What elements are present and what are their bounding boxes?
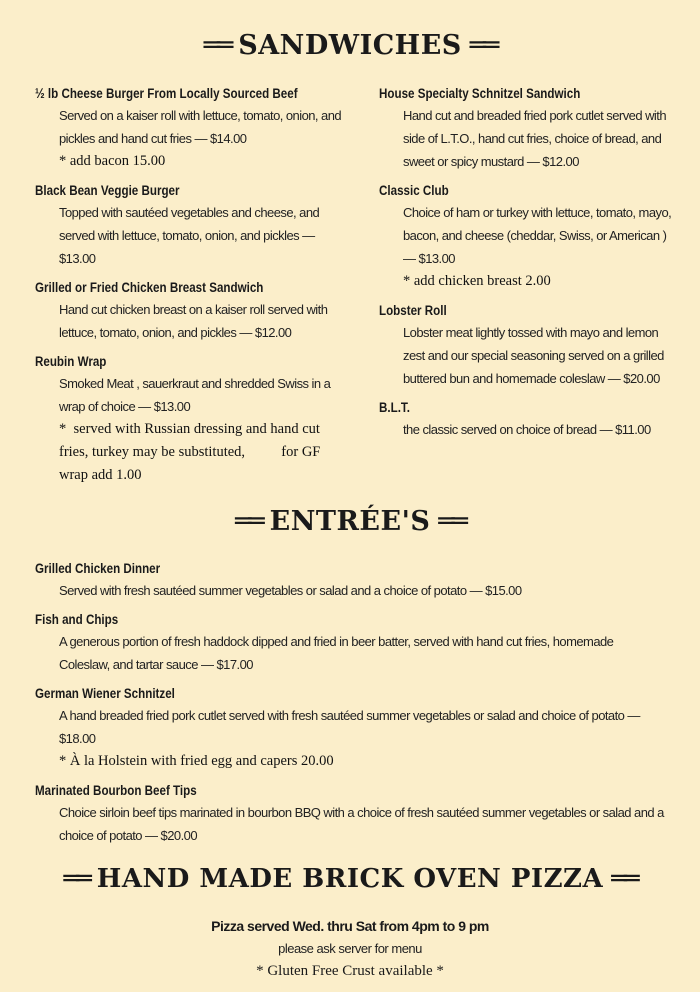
menu-item-name: Fish and Chips [35, 612, 119, 627]
menu-item-name: Grilled Chicken Dinner [35, 561, 161, 576]
sandwiches-heading [0, 30, 700, 61]
heading-rule-left: ══ [63, 864, 89, 894]
menu-item-note: * served with Russian dressing and hand cut fries, turkey may be substituted, for GF wrap add 1.00 [59, 421, 324, 483]
menu-item-description: Lobster meat lightly tossed with mayo and lemon zest and our special seasoning served on a grilled buttered bun and homemade coleslaw — $20.00 [403, 325, 664, 386]
menu-item [35, 352, 345, 487]
entrees-title: ENTRÉE'S [269, 506, 431, 537]
menu-item-description: Served with fresh sautéed summer vegetables or salad and a choice of potato — $15.00 [59, 583, 522, 598]
menu-item-name: ½ lb Cheese Burger From Locally Sourced Beef [35, 86, 298, 101]
menu-item-name: Classic Club [379, 183, 449, 198]
sandwiches-right-column [379, 84, 679, 449]
menu-item [35, 684, 665, 773]
heading-rule-right: ══ [438, 506, 465, 537]
heading-rule-left: ══ [235, 506, 262, 537]
menu-item-description: Served on a kaiser roll with lettuce, tomato, onion, and pickles and hand cut fries — $14.00 [59, 108, 342, 146]
menu-item-note: * add bacon 15.00 [59, 153, 166, 169]
menu-item [35, 84, 345, 173]
menu-item-name: B.L.T. [379, 400, 410, 415]
heading-rule-right: ══ [469, 30, 497, 61]
menu-item-note: * À la Holstein with fried egg and capers 20.00 [59, 753, 334, 769]
menu-item-name: Black Bean Veggie Burger [35, 183, 180, 198]
menu-item-description: Choice sirloin beef tips marinated in bourbon BBQ with a choice of fresh sautéed summer vegetables or salad and a choice of potato — $20.00 [59, 805, 664, 843]
menu-item-name: House Specialty Schnitzel Sandwich [379, 86, 581, 101]
entrees-list [35, 559, 665, 855]
menu-item-description: Hand cut and breaded fried pork cutlet served with side of L.T.O., hand cut fries, choice of bread, and sweet or spicy mustard — $12.00 [403, 108, 667, 169]
heading-rule-right: ══ [611, 864, 637, 894]
menu-item [379, 398, 679, 441]
pizza-heading [0, 864, 700, 894]
menu-item-description: Smoked Meat , sauerkraut and shredded Swiss in a wrap of choice — $13.00 [59, 376, 331, 414]
menu-item [35, 181, 345, 270]
menu-item [379, 301, 679, 390]
pizza-title: HAND MADE BRICK OVEN PIZZA [96, 864, 604, 894]
menu-item [379, 181, 679, 293]
menu-item-description: Hand cut chicken breast on a kaiser roll served with lettuce, tomato, onion, and pickles — $12.00 [59, 302, 328, 340]
menu-item-name: Lobster Roll [379, 303, 447, 318]
sandwiches-title: SANDWICHES [238, 30, 462, 61]
menu-item [35, 781, 665, 847]
menu-item [35, 610, 665, 676]
pizza-ask-server: please ask server for menu [278, 941, 422, 956]
menu-item-name: Reubin Wrap [35, 354, 107, 369]
menu-item-description: A generous portion of fresh haddock dipped and fried in beer batter, served with hand cut fries, homemade Coleslaw, and tartar sauce — $17.00 [59, 634, 614, 672]
menu-item [35, 278, 345, 344]
menu-item [35, 559, 665, 602]
menu-item [379, 84, 679, 173]
entrees-heading [0, 506, 700, 537]
pizza-schedule: Pizza served Wed. thru Sat from 4pm to 9 pm [211, 918, 489, 934]
menu-item-description: Choice of ham or turkey with lettuce, tomato, mayo, bacon, and cheese (cheddar, Swiss, or American ) — $13.00 [403, 205, 672, 266]
heading-rule-left: ══ [203, 30, 231, 61]
gluten-free-note: * Gluten Free Crust available * [256, 963, 444, 979]
menu-item-name: Grilled or Fried Chicken Breast Sandwich [35, 280, 264, 295]
pizza-info [0, 914, 700, 982]
menu-item-description: Topped with sautéed vegetables and cheese, and served with lettuce, tomato, onion, and pickles — $13.00 [59, 205, 320, 266]
menu-item-name: German Wiener Schnitzel [35, 686, 175, 701]
menu-item-description: the classic served on choice of bread — $11.00 [403, 422, 651, 437]
sandwiches-left-column [35, 84, 345, 495]
menu-item-note: * add chicken breast 2.00 [403, 273, 551, 289]
menu-item-name: Marinated Bourbon Beef Tips [35, 783, 197, 798]
menu-item-description: A hand breaded fried pork cutlet served with fresh sautéed summer vegetables or salad and choice of potato — $18.00 [59, 708, 640, 746]
